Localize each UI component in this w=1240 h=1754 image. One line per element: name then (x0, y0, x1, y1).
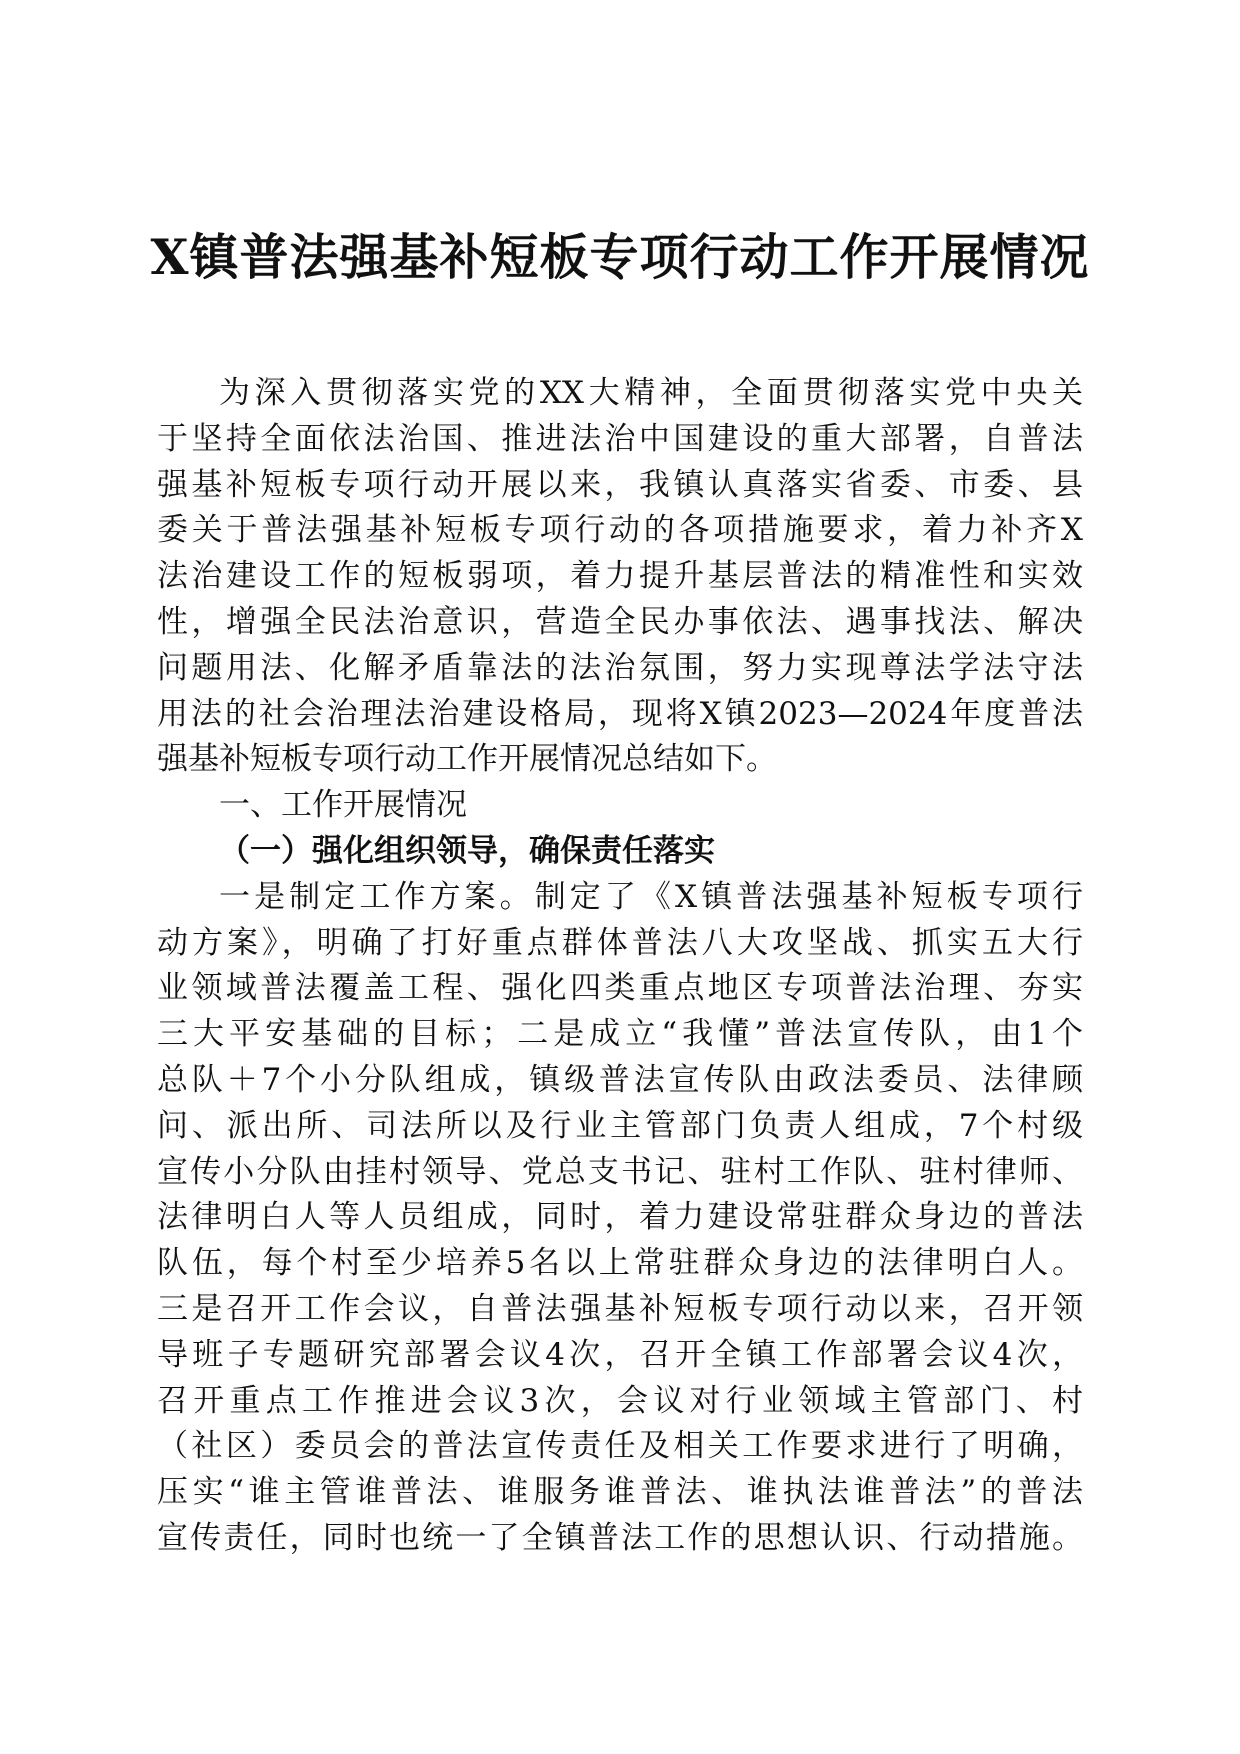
paragraph-line: 用法的社会治理法治建设格局，现将X镇2023—2024年度普法 (157, 695, 1083, 732)
body-paragraph (157, 875, 1083, 1562)
paragraph-line: 宣传小分队由挂村领导、党总支书记、驻村工作队、驻村律师、 (157, 1153, 1083, 1190)
paragraph-line: 三大平安基础的目标；二是成立“我懂”普法宣传队，由1个 (157, 1016, 1083, 1053)
paragraph-line: 动方案》，明确了打好重点群体普法八大攻坚战、抓实五大行 (157, 924, 1083, 961)
subsection-heading: （一）强化组织领导，确保责任落实 (219, 832, 715, 869)
paragraph-line: 队伍，每个村至少培养5名以上常驻群众身边的法律明白人。 (157, 1245, 1083, 1282)
paragraph-line: 导班子专题研究部署会议4次，召开全镇工作部署会议4次， (157, 1336, 1083, 1373)
paragraph-line: 法律明白人等人员组成，同时，着力建设常驻群众身边的普法 (157, 1199, 1083, 1236)
section-heading: 一、工作开展情况 (219, 787, 467, 824)
paragraph-line: 委关于普法强基补短板专项行动的各项措施要求，着力补齐X (157, 512, 1083, 549)
paragraph-line: 强基补短板专项行动开展以来，我镇认真落实省委、市委、县 (157, 466, 1083, 503)
paragraph-line: 为深入贯彻落实党的XX大精神，全面贯彻落实党中央关 (219, 375, 1083, 411)
paragraph-line: 宣传责任，同时也统一了全镇普法工作的思想认识、行动措施。 (157, 1519, 1083, 1556)
paragraph-line: 业领域普法覆盖工程、强化四类重点地区专项普法治理、夯实 (157, 970, 1083, 1007)
paragraph-line: （社区）委员会的普法宣传责任及相关工作要求进行了明确， (157, 1428, 1083, 1465)
paragraph-line: 召开重点工作推进会议3次，会议对行业领域主管部门、村 (157, 1382, 1083, 1419)
paragraph-line: 性，增强全民法治意识，营造全民办事依法、遇事找法、解决 (157, 603, 1083, 640)
paragraph-line: 问、派出所、司法所以及行业主管部门负责人组成，7个村级 (157, 1107, 1083, 1144)
paragraph-line: 于坚持全面依法治国、推进法治中国建设的重大部署，自普法 (157, 420, 1083, 457)
paragraph-line: 压实“谁主管谁普法、谁服务谁普法、谁执法谁普法”的普法 (157, 1474, 1083, 1511)
paragraph-line: 法治建设工作的短板弱项，着力提升基层普法的精准性和实效 (157, 558, 1083, 595)
document-body (157, 371, 1083, 1562)
paragraph-line: 问题用法、化解矛盾靠法的法治氛围，努力实现尊法学法守法 (157, 649, 1083, 686)
intro-paragraph (157, 371, 1083, 783)
paragraph-line: 三是召开工作会议，自普法强基补短板专项行动以来，召开领 (157, 1290, 1083, 1327)
paragraph-line: 强基补短板专项行动工作开展情况总结如下。 (157, 741, 777, 778)
document-title: X镇普法强基补短板专项行动工作开展情况 (150, 228, 1090, 286)
paragraph-line: 一是制定工作方案。制定了《X镇普法强基补短板专项行 (219, 878, 1083, 915)
paragraph-line: 总队＋7个小分队组成，镇级普法宣传队由政法委员、法律顾 (157, 1061, 1083, 1098)
